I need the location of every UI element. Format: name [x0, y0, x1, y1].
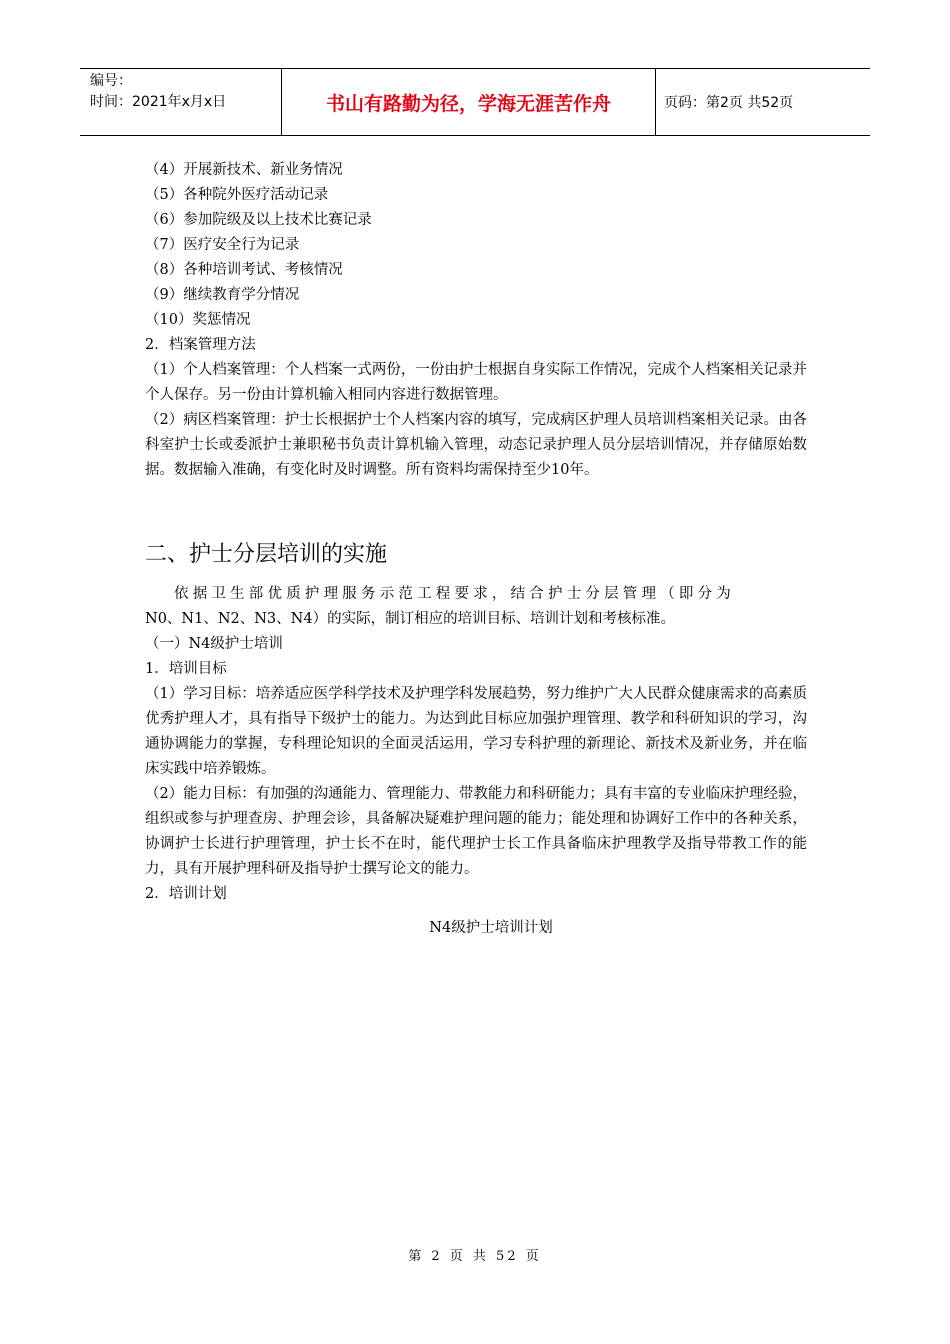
document-time: 时间：2021年x月x日	[90, 94, 227, 110]
list-item: （7）医疗安全行为记录	[145, 237, 300, 253]
list-item: （9）继续教育学分情况	[145, 287, 300, 303]
ward-archive-paragraph: （2）病区档案管理：护士长根据护士个人档案内容的填写，完成病区护理人员培训档案相关记录。由各科室护士长或委派护士兼职秘书负责计算机输入管理，动态记录护理人员分层培训情况，并存储原始数据。数据输入准确，有变化时及时调整。所有资料均需保持至少10年。	[145, 412, 807, 478]
header-meta-cell	[80, 69, 282, 135]
intro-line-1: 依据卫生部优质护理服务示范工程要求，结合护士分层管理（即分为	[174, 586, 735, 602]
archive-heading: 2．档案管理方法	[145, 337, 256, 353]
study-goal-paragraph: （1）学习目标：培养适应医学科学技术及护理学科发展趋势，努力维护广大人民群众健康需求的高素质优秀护理人才，具有指导下级护士的能力。为达到此目标应加强护理管理、教学和科研知识的学习，沟通协调能力的掌握，专科理论知识的全面灵活运用，学习专科护理的新理论、新技术及新业务，并在临床实践中培养锻炼。	[145, 686, 807, 777]
plan-heading: 2．培训计划	[145, 886, 227, 902]
header-page-number: 页码：第2页 共52页	[664, 95, 794, 111]
header-motto: 书山有路勤为径，学海无涯苦作舟	[282, 69, 656, 135]
plan-title: N4级护士培训计划	[429, 920, 553, 936]
training-content	[145, 582, 807, 941]
archive-content	[145, 158, 807, 483]
list-item: （4）开展新技术、新业务情况	[145, 162, 343, 178]
personal-archive-paragraph: （1）个人档案管理：个人档案一式两份，一份由护士根据自身实际工作情况，完成个人档案相关记录并个人保存。另一份由计算机输入相同内容进行数据管理。	[145, 362, 807, 403]
header-table	[80, 68, 870, 136]
document-number: 编号：	[90, 73, 132, 89]
list-item: （8）各种培训考试、考核情况	[145, 262, 343, 278]
list-item: （6）参加院级及以上技术比赛记录	[145, 212, 372, 228]
list-item: （10）奖惩情况	[145, 312, 251, 328]
intro-line-2: N0、N1、N2、N3、N4）的实际，制订相应的培训目标、培训计划和考核标准。	[145, 611, 676, 627]
goal-heading: 1．培训目标	[145, 661, 227, 677]
section-title: 二、护士分层培训的实施	[145, 542, 388, 567]
list-item: （5）各种院外医疗活动记录	[145, 187, 329, 203]
ability-goal-paragraph: （2）能力目标：有加强的沟通能力、管理能力、带教能力和科研能力；具有丰富的专业临床护理经验，组织或参与护理查房、护理会诊，具备解决疑难护理问题的能力；能处理和协调好工作中的各种关系，协调护士长进行护理管理，护士长不在时，能代理护士长工作具备临床护理教学及指导带教工作的能力，具有开展护理科研及指导护士撰写论文的能力。	[145, 786, 807, 877]
sub-heading: （一）N4级护士培训	[145, 636, 283, 652]
footer-page-number: 第 2 页 共 52 页	[408, 1249, 542, 1264]
